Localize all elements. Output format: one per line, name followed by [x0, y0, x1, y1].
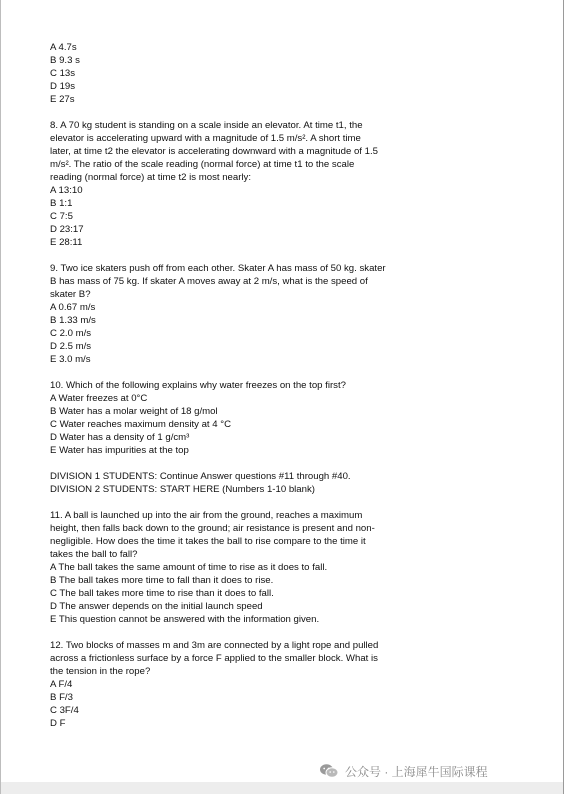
question-10	[50, 379, 420, 457]
question-text-line: 12. Two blocks of masses m and 3m are connected by a light rope and pulled	[50, 640, 379, 651]
option: C 2.0 m/s	[50, 328, 92, 339]
question-text-line: 9. Two ice skaters push off from each other. Skater A has mass of 50 kg. skater	[50, 263, 386, 274]
page-bottom-edge	[1, 782, 563, 794]
question-12	[50, 639, 420, 730]
option: B Water has a molar weight of 18 g/mol	[50, 406, 218, 417]
option: C 7:5	[50, 211, 73, 222]
option: B 9.3 s	[50, 55, 80, 66]
option: B F/3	[50, 692, 73, 703]
option: B 1.33 m/s	[50, 315, 96, 326]
question-11	[50, 509, 420, 626]
question-text-line: m/s². The ratio of the scale reading (normal force) at time t1 to the scale	[50, 159, 355, 170]
division-2-note: DIVISION 2 STUDENTS: START HERE (Numbers 1-10 blank)	[50, 484, 315, 495]
option: C 13s	[50, 68, 76, 79]
question-text-line: 11. A ball is launched up into the air from the ground, reaches a maximum	[50, 510, 363, 521]
question-text-line: 10. Which of the following explains why water freezes on the top first?	[50, 380, 346, 391]
option: C 3F/4	[50, 705, 79, 716]
option: A The ball takes the same amount of time to rise as it does to fall.	[50, 562, 328, 573]
option: A F/4	[50, 679, 73, 690]
question-9	[50, 262, 420, 366]
option: C Water reaches maximum density at 4 °C	[50, 419, 232, 430]
division-1-note: DIVISION 1 STUDENTS: Continue Answer questions #11 through #40.	[50, 471, 351, 482]
option: B The ball takes more time to fall than it does to rise.	[50, 575, 274, 586]
question-text-line: B has mass of 75 kg. If skater A moves away at 2 m/s, what is the speed of	[50, 276, 368, 287]
question-8	[50, 119, 420, 249]
option: A 4.7s	[50, 42, 77, 53]
watermark-text: 公众号 · 上海犀牛国际课程	[345, 764, 488, 779]
question-text-line: later, at time t2 the elevator is accelerating downward with a magnitude of 1.5	[50, 146, 378, 157]
document-content	[50, 41, 420, 730]
option: D 19s	[50, 81, 76, 92]
watermark	[319, 761, 488, 781]
option: A 0.67 m/s	[50, 302, 96, 313]
option: E This question cannot be answered with the information given.	[50, 614, 320, 625]
option: C The ball takes more time to rise than it does to fall.	[50, 588, 274, 599]
option: B 1:1	[50, 198, 73, 209]
option: E 27s	[50, 94, 75, 105]
question-7-options	[50, 41, 420, 106]
question-text-line: 8. A 70 kg student is standing on a scale inside an elevator. At time t1, the	[50, 120, 363, 131]
option: E 28:11	[50, 237, 83, 248]
option: D F	[50, 718, 66, 729]
division-instructions	[50, 470, 420, 496]
question-text-line: reading (normal force) at time t2 is most nearly:	[50, 172, 252, 183]
option: A 13:10	[50, 185, 83, 196]
question-text-line: takes the ball to fall?	[50, 549, 138, 560]
option: D Water has a density of 1 g/cm³	[50, 432, 190, 443]
option: D The answer depends on the initial launch speed	[50, 601, 263, 612]
option: D 2.5 m/s	[50, 341, 92, 352]
question-text-line: across a frictionless surface by a force F applied to the smaller block. What is	[50, 653, 378, 664]
question-text-line: height, then falls back down to the ground; air resistance is present and non-	[50, 523, 375, 534]
question-text-line: the tension in the rope?	[50, 666, 151, 677]
question-text-line: negligible. How does the time it takes the ball to rise compare to the time it	[50, 536, 366, 547]
wechat-icon	[319, 763, 339, 779]
option: E 3.0 m/s	[50, 354, 91, 365]
question-text-line: elevator is accelerating upward with a magnitude of 1.5 m/s². A short time	[50, 133, 361, 144]
option: D 23:17	[50, 224, 84, 235]
option: A Water freezes at 0°C	[50, 393, 148, 404]
option: E Water has impurities at the top	[50, 445, 189, 456]
question-text-line: skater B?	[50, 289, 91, 300]
